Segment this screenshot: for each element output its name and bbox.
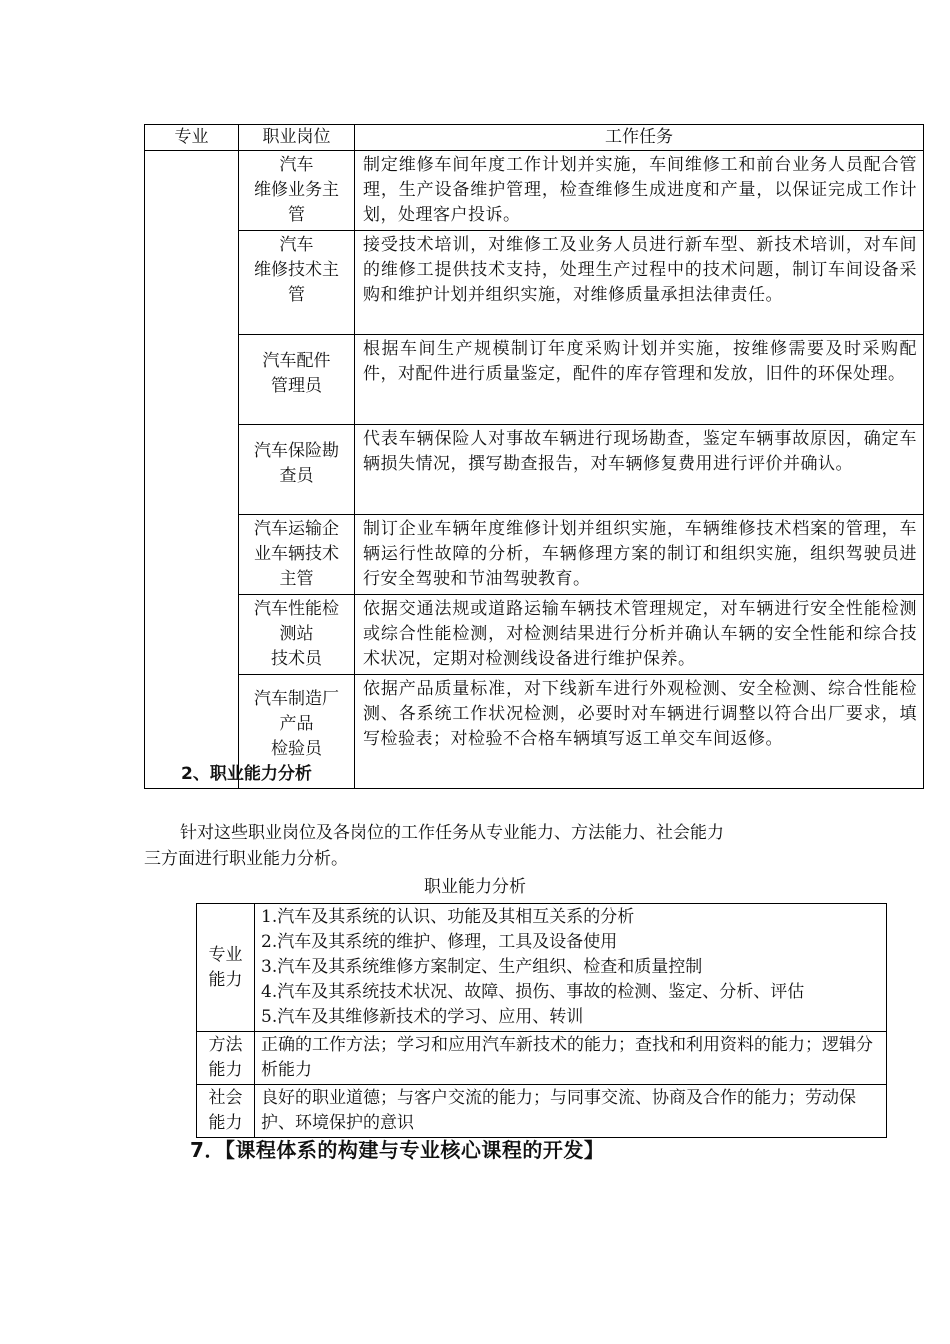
intro-paragraph	[144, 820, 824, 872]
table-row	[197, 1085, 887, 1138]
list-item: 5.汽车及其维修新技术的学习、应用、转训	[261, 1007, 584, 1027]
table-caption: 职业能力分析	[424, 877, 526, 897]
position-cell: 汽车性能检 测站 技术员	[239, 595, 355, 675]
table-row	[145, 151, 924, 231]
task-cell: 制定维修车间年度工作计划并实施，车间维修工和前台业务人员配合管理，生产设备维护管理，检查维修生成进度和产量，以保证完成工作计划，处理客户投诉。	[355, 151, 924, 231]
category-cell: 专业 能力	[197, 904, 255, 1032]
task-cell: 制订企业车辆年度维修计划并组织实施，车辆维修技术档案的管理，车辆运行性故障的分析，车辆修理方案的制订和组织实施，组织驾驶员进行安全驾驶和节油驾驶教育。	[355, 515, 924, 595]
category-cell: 社会 能力	[197, 1085, 255, 1138]
header-major: 专业	[145, 125, 239, 151]
content-cell: 良好的职业道德；与客户交流的能力；与同事交流、协商及合作的能力；劳动保护、环境保护的意识	[255, 1085, 887, 1138]
position-cell: 汽车配件 管理员	[239, 335, 355, 425]
table-row	[145, 231, 924, 335]
content-cell	[255, 904, 887, 1032]
task-cell: 依据交通法规或道路运输车辆技术管理规定，对车辆进行安全性能检测或综合性能检测，对检测结果进行分析并确认车辆的安全性能和综合技术状况，定期对检测线设备进行维护保养。	[355, 595, 924, 675]
category-cell: 方法 能力	[197, 1032, 255, 1085]
position-cell: 汽车 维修技术主 管	[239, 231, 355, 335]
list-item: 4.汽车及其系统技术状况、故障、损伤、事故的检测、鉴定、分析、评估	[261, 982, 805, 1002]
ability-table	[196, 903, 887, 1138]
section-heading: 7．【课程体系的构建与专业核心课程的开发】	[190, 1138, 605, 1162]
list-item: 1.汽车及其系统的认识、功能及其相互关系的分析	[261, 907, 635, 927]
section-heading: 2、职业能力分析	[181, 764, 312, 784]
major-cell	[145, 151, 239, 789]
task-cell: 代表车辆保险人对事故车辆进行现场勘查，鉴定车辆事故原因，确定车辆损失情况，撰写勘查报告，对车辆修复费用进行评价并确认。	[355, 425, 924, 515]
job-task-table	[144, 124, 924, 789]
table-header-row	[145, 125, 924, 151]
task-cell: 接受技术培训，对维修工及业务人员进行新车型、新技术培训，对车间的维修工提供技术支持，处理生产过程中的技术问题，制订车间设备采购和维护计划并组织实施，对维修质量承担法律责任。	[355, 231, 924, 335]
content-cell: 正确的工作方法；学习和应用汽车新技术的能力；查找和利用资料的能力；逻辑分析能力	[255, 1032, 887, 1085]
paragraph-line: 针对这些职业岗位及各岗位的工作任务从专业能力、方法能力、社会能力	[180, 823, 724, 843]
position-cell: 汽车保险勘 查员	[239, 425, 355, 515]
list-item: 2.汽车及其系统的维护、修理，工具及设备使用	[261, 932, 618, 952]
table-row	[145, 595, 924, 675]
table-row	[145, 425, 924, 515]
table-row	[145, 515, 924, 595]
list-item: 3.汽车及其系统维修方案制定、生产组织、检查和质量控制	[261, 957, 703, 977]
table-row	[197, 1032, 887, 1085]
header-position: 职业岗位	[239, 125, 355, 151]
position-cell: 汽车制造厂 产品 检验员	[239, 675, 355, 789]
position-cell: 汽车运输企 业车辆技术 主管	[239, 515, 355, 595]
task-cell: 依据产品质量标准，对下线新车进行外观检测、安全检测、综合性能检测、各系统工作状况检测，必要时对车辆进行调整以符合出厂要求，填写检验表；对检验不合格车辆填写返工单交车间返修。	[355, 675, 924, 789]
table-row	[145, 335, 924, 425]
table-row	[197, 904, 887, 1032]
position-cell: 汽车 维修业务主 管	[239, 151, 355, 231]
task-cell: 根据车间生产规模制订年度采购计划并实施，按维修需要及时采购配件，对配件进行质量鉴定，配件的库存管理和发放，旧件的环保处理。	[355, 335, 924, 425]
paragraph-line: 三方面进行职业能力分析。	[144, 849, 348, 869]
header-task: 工作任务	[355, 125, 924, 151]
